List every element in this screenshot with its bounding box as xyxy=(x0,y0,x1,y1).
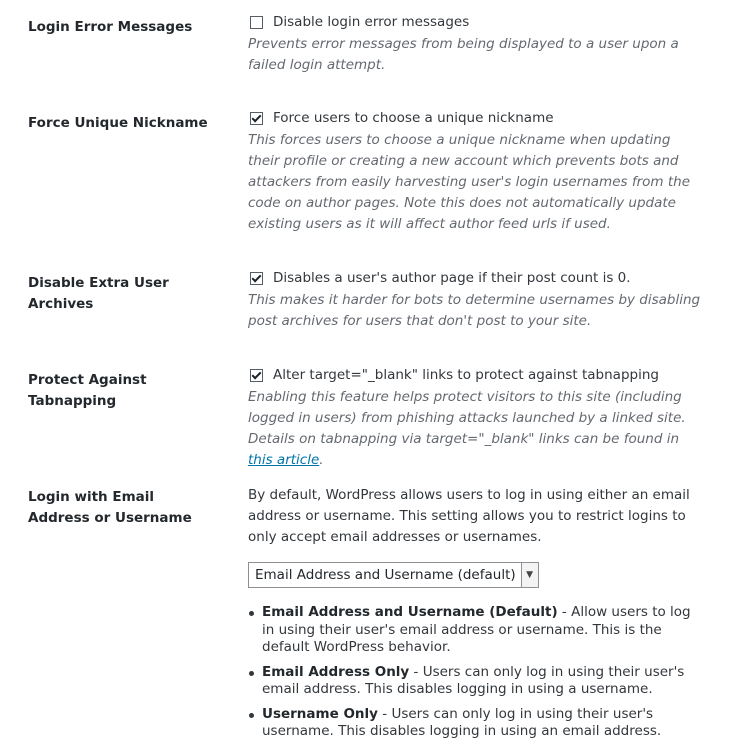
description-text: Enabling this feature helps protect visitors to this site (including logged in users) from phishing attacks launched by a linked site. Details on tabnapping via target="_blank" links can be found in xyxy=(248,389,686,447)
checkbox-row[interactable] xyxy=(248,12,718,32)
checkbox-label[interactable]: Disables a user's author page if their post count is 0. xyxy=(273,270,631,286)
setting-description: This forces users to choose a unique nickname when updating their profile or creating a new account which prevents bots and attackers from easily harvesting user's login usernames from the code on author pages. Note this does not automatically update existing users as it will affect author feed urls if used. xyxy=(248,132,690,232)
setting-label: Protect Against Tabnapping xyxy=(28,372,147,409)
bullet-icon xyxy=(249,713,254,718)
setting-description: Prevents error messages from being displayed to a user upon a failed login attempt. xyxy=(248,36,679,73)
setting-field xyxy=(248,365,718,471)
list-item xyxy=(248,664,703,699)
option-text: - Users can only log in using their user's username. This disables logging in using an email address. xyxy=(262,705,662,739)
option-text: - Allow users to log in using their user's email address or username. This is the default WordPress behavior. xyxy=(262,604,691,655)
setting-label: Login Error Messages xyxy=(28,19,193,35)
protect-tabnapping-checkbox[interactable] xyxy=(250,369,263,382)
force-unique-nickname-checkbox[interactable] xyxy=(250,112,263,125)
login-method-options-list xyxy=(248,604,703,741)
list-item xyxy=(248,706,703,741)
setting-label: Disable Extra User Archives xyxy=(28,275,169,312)
checkbox-label[interactable]: Alter target="_blank" links to protect against tabnapping xyxy=(273,367,659,383)
option-title: Email Address and Username (Default) xyxy=(262,604,558,620)
disable-login-error-checkbox[interactable] xyxy=(250,16,263,29)
bullet-icon xyxy=(249,611,254,616)
list-item xyxy=(248,604,703,657)
option-title: Username Only xyxy=(262,705,378,722)
option-title: Email Address Only xyxy=(262,663,410,680)
setting-field xyxy=(248,485,718,748)
setting-description xyxy=(248,387,688,471)
checkbox-label[interactable]: Disable login error messages xyxy=(273,14,470,30)
checkbox-row[interactable] xyxy=(248,365,718,385)
login-method-select[interactable] xyxy=(248,562,539,588)
chevron-down-icon[interactable]: ▼ xyxy=(521,563,538,587)
checkbox-row[interactable] xyxy=(248,268,718,288)
option-text: - Users can only log in using their user's email address. This disables logging in using a username. xyxy=(262,663,685,697)
checkbox-row[interactable] xyxy=(248,108,718,128)
setting-intro: By default, WordPress allows users to log in using either an email address or username. This setting allows you to restrict logins to only accept email addresses or usernames. xyxy=(248,487,690,545)
setting-description: This makes it harder for bots to determine usernames by disabling post archives for users that don't post to your site. xyxy=(248,292,701,329)
setting-label: Login with Email Address or Username xyxy=(28,489,192,526)
setting-field xyxy=(248,108,718,235)
this-article-link[interactable]: this article xyxy=(248,452,320,468)
checkbox-label[interactable]: Force users to choose a unique nickname xyxy=(273,110,554,126)
disable-extra-user-archives-checkbox[interactable] xyxy=(250,272,263,285)
description-suffix: . xyxy=(319,452,324,468)
setting-field xyxy=(248,12,718,76)
setting-label: Force Unique Nickname xyxy=(28,115,208,131)
setting-field xyxy=(248,268,718,332)
select-value[interactable]: Email Address and Username (default) xyxy=(255,567,516,583)
bullet-icon xyxy=(249,671,254,676)
